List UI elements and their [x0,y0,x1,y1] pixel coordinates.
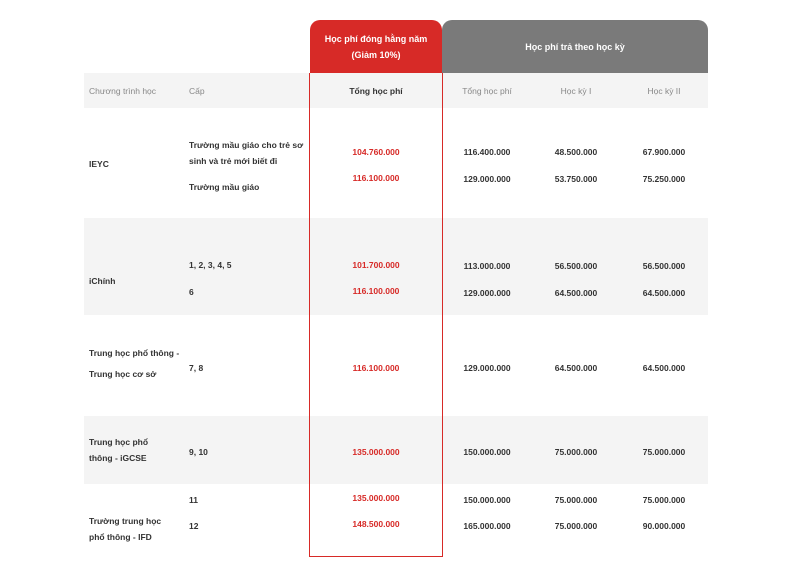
annual-fee: 101.700.000 [352,260,400,270]
semester-2-fee: 75.000.000 [642,495,686,505]
annual-fee: 104.760.000 [352,147,400,157]
level-label: Trường mầu giáo cho trẻ sơ sinh và trẻ mới biết đi [189,140,304,166]
table-row [84,108,708,218]
semester-total: 129.000.000 [463,363,511,373]
annual-fee: 135.000.000 [352,447,400,457]
table-row [84,315,708,416]
level-label: 9, 10 [189,447,208,457]
semester-2-fee: 75.000.000 [642,447,686,457]
semester-total: 150.000.000 [463,495,511,505]
annual-fee: 148.500.000 [352,519,400,529]
col-annual-total: Tổng học phí [349,86,403,96]
semester-1-fee: 53.750.000 [554,174,598,184]
level-label: 6 [189,287,194,297]
program-name: Trung học phổ thông - Trung học cơ sở [89,348,180,379]
semester-total: 150.000.000 [463,447,511,457]
column-header-row [84,73,708,108]
table-row [84,484,708,556]
semester-total: 116.400.000 [463,147,511,157]
col-program: Chương trình học [89,86,157,96]
semester-1-fee: 48.500.000 [554,147,598,157]
annual-fee: 116.100.000 [352,173,400,183]
col-level: Cấp [189,86,205,96]
annual-fee-header-discount: (Giảm 10%) [351,49,401,60]
semester-total: 113.000.000 [463,261,511,271]
semester-2-fee: 64.500.000 [642,288,686,298]
semester-total: 129.000.000 [463,288,511,298]
col-semester-total: Tổng học phí [462,86,512,96]
program-name: Trường trung học phổ thông - IFD [89,516,162,542]
level-label: 7, 8 [189,363,204,373]
semester-1-fee: 75.000.000 [554,447,598,457]
semester-2-fee: 56.500.000 [642,261,686,271]
program-name: Trung học phổ thông - iGCSE [89,437,149,463]
col-semester-1: Học kỳ I [560,86,592,96]
semester-1-fee: 64.500.000 [554,288,598,298]
level-label: 11 [189,495,198,505]
semester-1-fee: 64.500.000 [554,363,598,373]
semester-fee-header-title: Học phí trả theo học kỳ [525,41,625,52]
semester-1-fee: 75.000.000 [554,495,598,505]
annual-fee-header [310,20,442,73]
semester-2-fee: 67.900.000 [642,147,686,157]
table-row [84,416,708,484]
level-label: 1, 2, 3, 4, 5 [189,260,232,270]
program-name: IEYC [89,159,109,169]
annual-fee: 116.100.000 [352,363,400,373]
col-semester-2: Học kỳ II [647,86,681,96]
semester-2-fee: 90.000.000 [642,521,686,531]
semester-fee-header [442,20,708,73]
table-row [84,218,708,315]
semester-2-fee: 75.250.000 [642,174,686,184]
semester-1-fee: 75.000.000 [554,521,598,531]
semester-total: 165.000.000 [463,521,511,531]
semester-1-fee: 56.500.000 [554,261,598,271]
annual-fee-header-title: Học phí đóng hằng năm [324,33,428,44]
semester-total: 129.000.000 [463,174,511,184]
level-label: 12 [189,521,199,531]
annual-fee: 116.100.000 [352,286,400,296]
semester-2-fee: 64.500.000 [642,363,686,373]
program-name: iChính [89,276,116,286]
level-label: Trường mầu giáo [189,182,260,192]
annual-fee: 135.000.000 [352,493,400,503]
